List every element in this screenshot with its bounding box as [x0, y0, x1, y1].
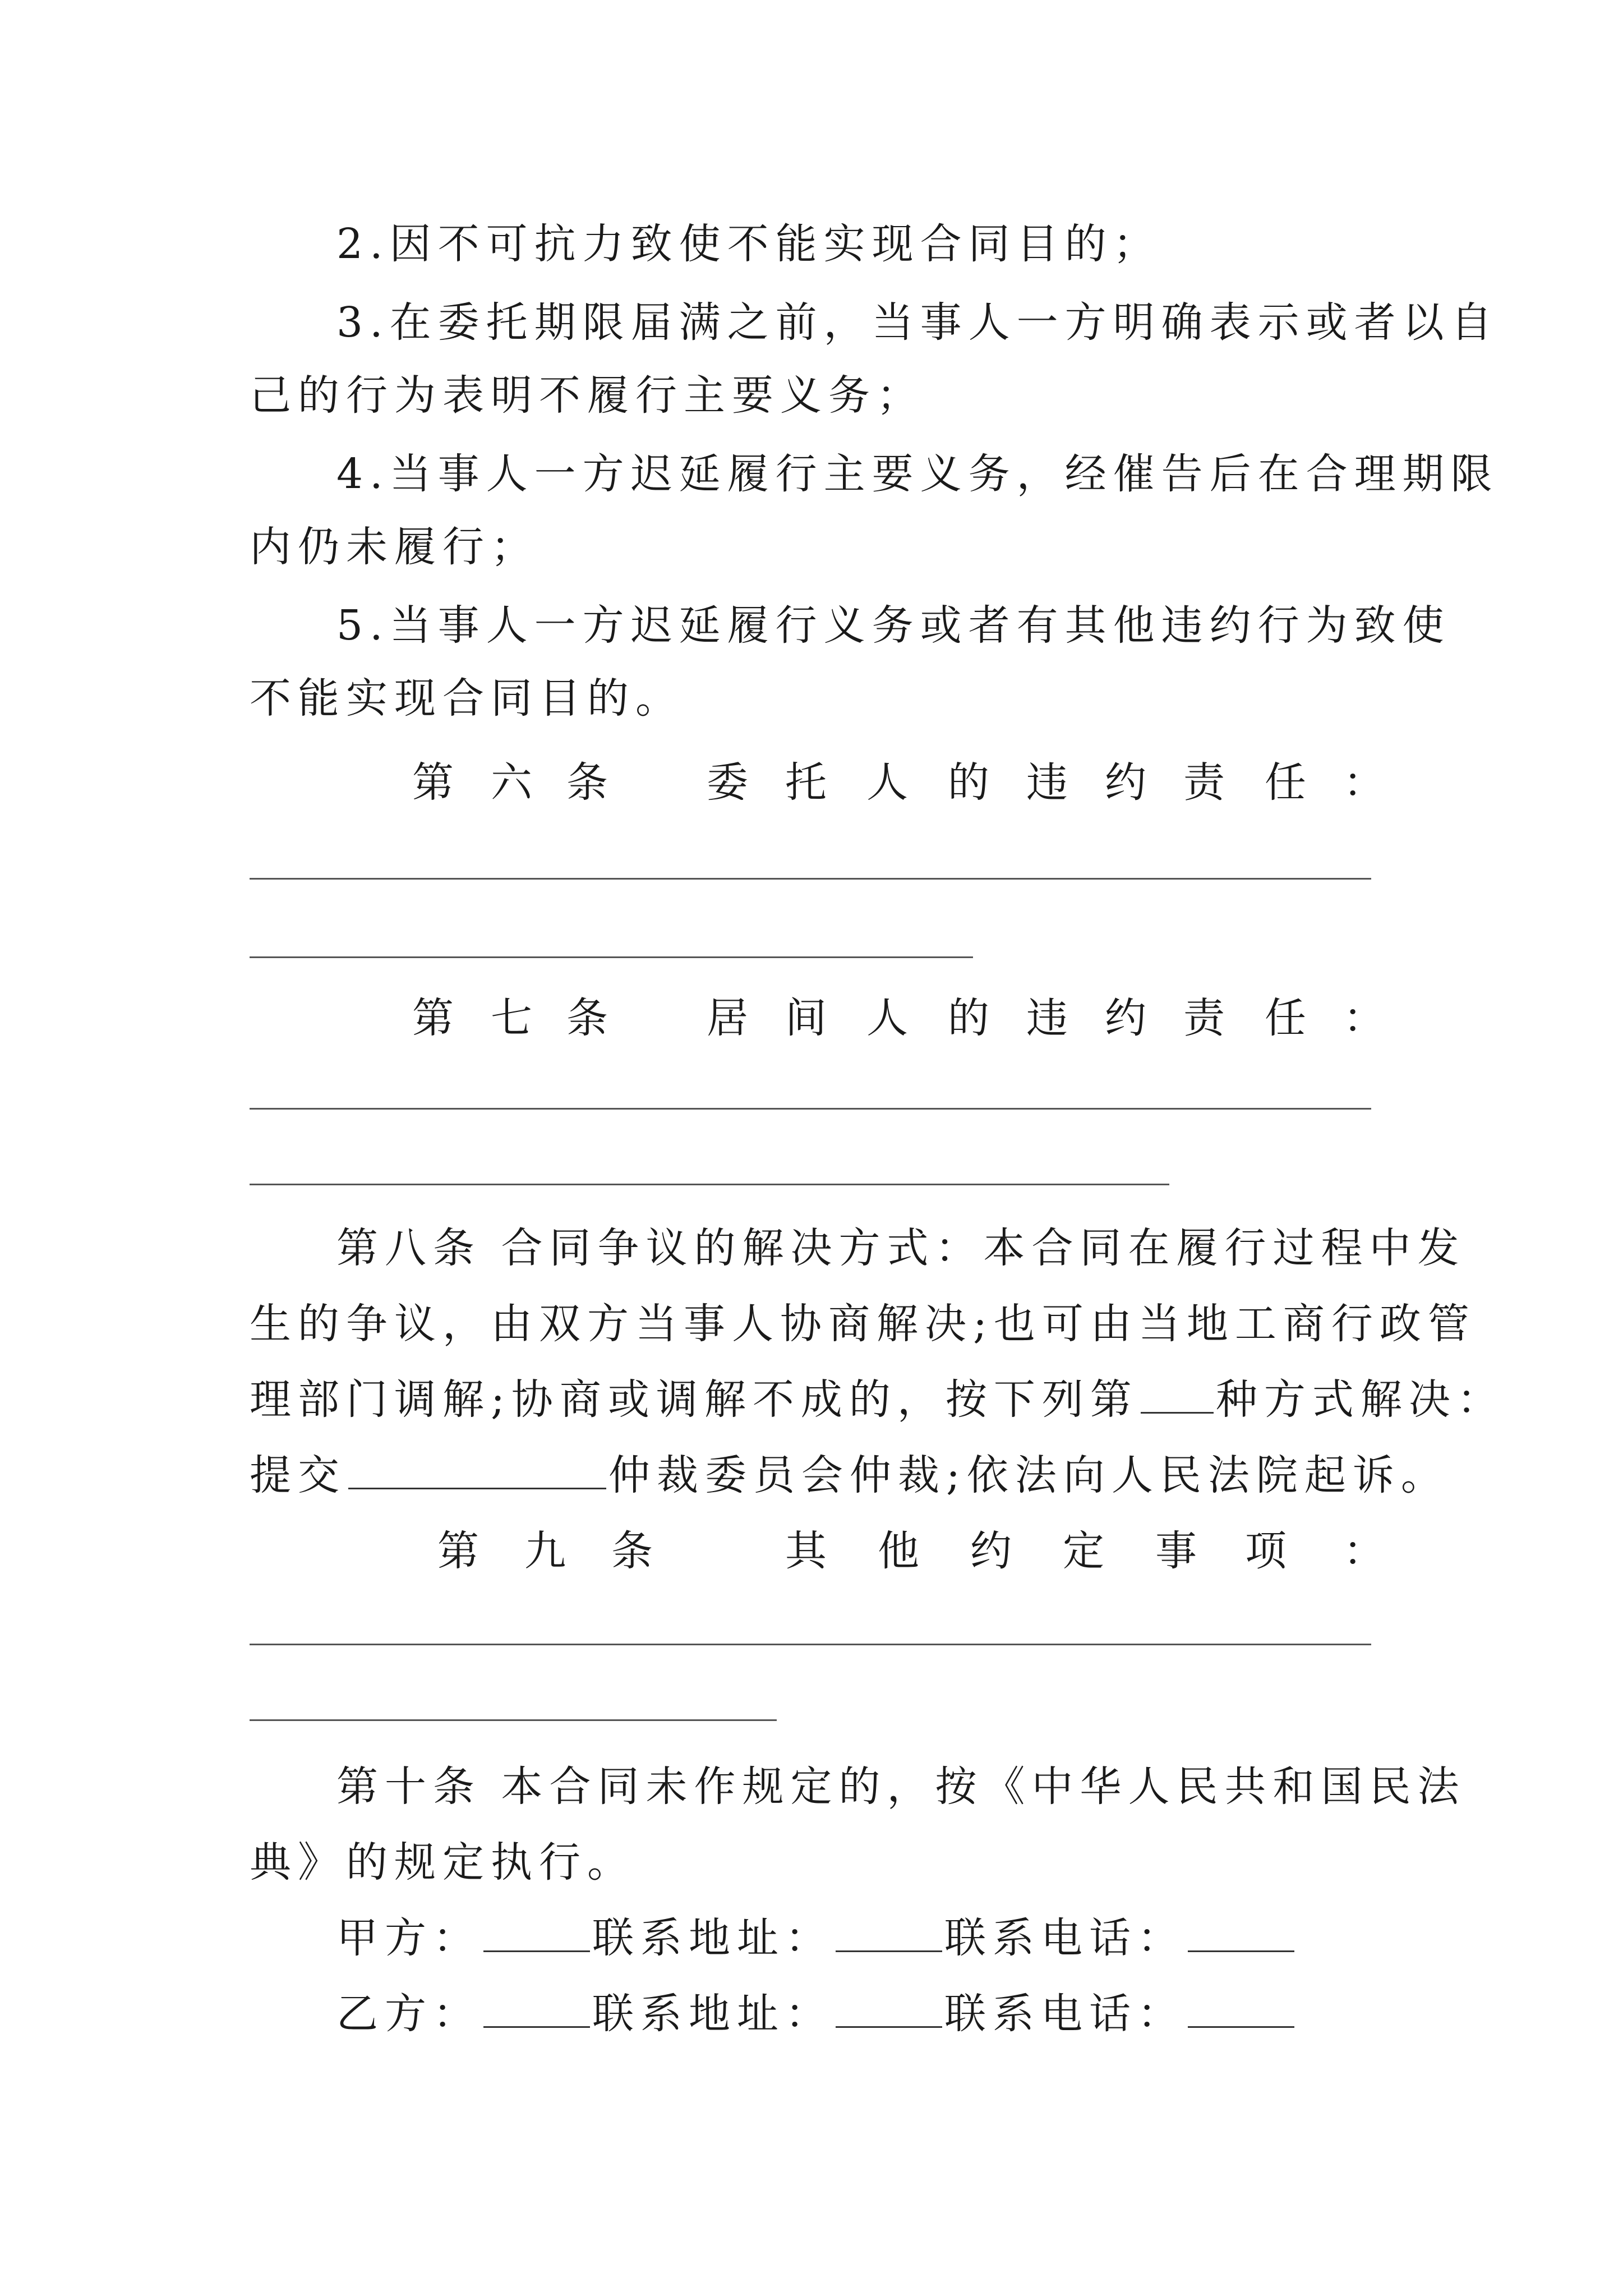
article-7-char: 违	[1026, 994, 1068, 1042]
party-b-name-blank[interactable]	[483, 1986, 590, 2028]
party-b-address-blank[interactable]	[836, 1986, 942, 2028]
article-7-char: 责	[1183, 994, 1225, 1042]
clause-item-4: 4.当事人一方迟延履行主要义务，经催告后在合理期限	[336, 450, 1499, 498]
article-9-char: 第	[437, 1527, 479, 1575]
article-8-line-3-text: 理部门调解;协商或调解不成的，按下列第	[250, 1375, 1138, 1424]
article-7-char: 任	[1265, 994, 1306, 1042]
article-7-char: ：	[1343, 994, 1385, 1042]
article-7-char: 条	[566, 994, 608, 1042]
article-10-line-1: 第十条 本合同未作规定的，按《中华人民共和国民法	[336, 1763, 1466, 1811]
fill-in-line	[250, 1719, 777, 1721]
article-8-line-2: 生的争议，由双方当事人协商解决;也可由当地工商行政管	[250, 1300, 1476, 1348]
article-8-line-4	[250, 1447, 1449, 1503]
article-8-line-4-text-end: 仲裁委员会仲裁;依法向人民法院起诉。	[608, 1451, 1449, 1499]
fill-in-line	[250, 1184, 1169, 1185]
article-8-line-1: 第八条 合同争议的解决方式：本合同在履行过程中发	[336, 1224, 1466, 1272]
article-9-char: 九	[524, 1527, 566, 1575]
article-9-char: 事	[1155, 1527, 1197, 1575]
fill-in-line	[250, 878, 1371, 880]
arbitration-committee-blank[interactable]	[348, 1447, 606, 1489]
article-9-char: 其	[785, 1527, 827, 1575]
article-8-line-3-text-end: 种方式解决：	[1215, 1375, 1505, 1424]
clause-item-3: 3.在委托期限届满之前，当事人一方明确表示或者以自	[336, 298, 1499, 347]
article-6-char: 约	[1105, 758, 1146, 807]
fill-in-line	[250, 1108, 1371, 1110]
article-6-char: 责	[1183, 758, 1225, 807]
party-b-phone-label: 联系电话：	[944, 1990, 1186, 2038]
clause-item-5-cont: 不能实现合同目的。	[250, 674, 684, 723]
clause-item-2: 2.因不可抗力致使不能实现合同目的；	[336, 220, 1161, 268]
article-7-char: 间	[785, 994, 827, 1042]
article-9-char: 他	[878, 1527, 919, 1575]
article-9-char: 项	[1245, 1527, 1287, 1575]
article-10-line-2: 典》的规定执行。	[250, 1838, 635, 1887]
party-a-address-blank[interactable]	[836, 1910, 942, 1952]
option-number-blank[interactable]	[1141, 1372, 1214, 1414]
clause-item-4-cont: 内仍未履行；	[250, 523, 539, 571]
party-a-row	[336, 1910, 1388, 1966]
article-6-char: 的	[948, 758, 989, 807]
article-7-char: 七	[491, 994, 532, 1042]
article-6-char: 委	[707, 758, 748, 807]
article-6-char: 任	[1265, 758, 1306, 807]
article-9-char: 条	[611, 1527, 653, 1575]
fill-in-line	[250, 956, 973, 958]
article-6-char: 托	[785, 758, 827, 807]
party-b-row	[336, 1986, 1388, 2042]
article-8-line-4-text: 提交	[250, 1451, 346, 1499]
article-7-char: 约	[1105, 994, 1146, 1042]
party-b-address-label: 联系地址：	[592, 1990, 833, 2038]
article-7-char: 第	[412, 994, 454, 1042]
clause-item-3-cont: 己的行为表明不履行主要义务；	[250, 371, 925, 420]
article-7-char: 居	[707, 994, 748, 1042]
fill-in-line	[250, 1644, 1371, 1645]
article-6-char: 条	[566, 758, 608, 807]
article-6-char: 六	[491, 758, 532, 807]
article-8-line-3	[250, 1372, 1505, 1428]
party-a-address-label: 联系地址：	[592, 1914, 833, 1962]
party-a-label: 甲方：	[336, 1914, 481, 1962]
party-a-name-blank[interactable]	[483, 1910, 590, 1952]
article-6-char: ：	[1343, 758, 1385, 807]
article-7-char: 的	[948, 994, 989, 1042]
article-7-char: 人	[866, 994, 908, 1042]
article-6-char: 违	[1026, 758, 1068, 807]
article-9-char: 约	[970, 1527, 1012, 1575]
party-b-phone-blank[interactable]	[1188, 1986, 1294, 2028]
article-6-char: 人	[866, 758, 908, 807]
party-a-phone-blank[interactable]	[1188, 1910, 1294, 1952]
article-7-heading	[0, 990, 1623, 1046]
party-b-label: 乙方：	[336, 1990, 481, 2038]
party-a-phone-label: 联系电话：	[944, 1914, 1186, 1962]
article-6-heading	[0, 754, 1623, 811]
article-9-heading	[0, 1523, 1623, 1579]
article-9-char: ：	[1343, 1527, 1385, 1575]
clause-item-5: 5.当事人一方迟延履行义务或者有其他违约行为致使	[336, 601, 1451, 650]
article-6-char: 第	[412, 758, 454, 807]
article-9-char: 定	[1063, 1527, 1104, 1575]
